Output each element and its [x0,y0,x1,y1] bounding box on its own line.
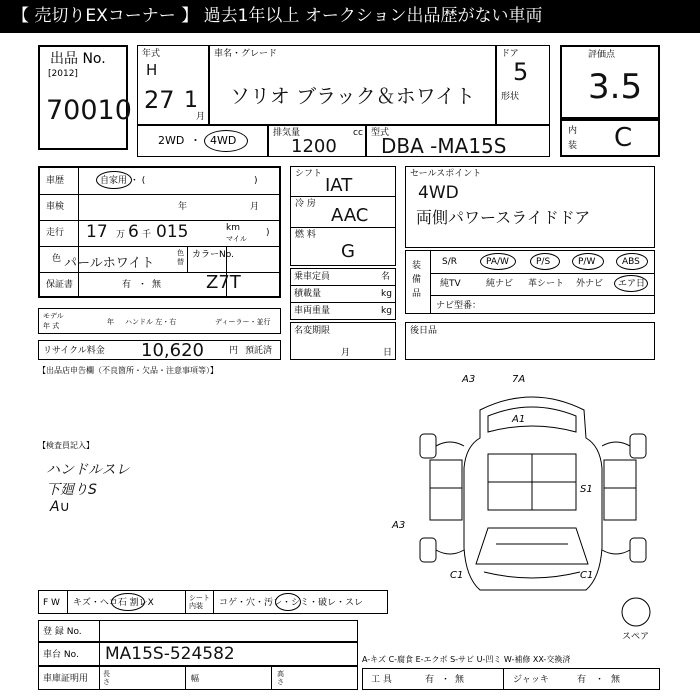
sales-point-label: セールスポイント [410,169,482,179]
details-table [38,166,281,298]
equip-airbag-circle [614,275,648,292]
mileage-sen-unit: 千 [142,230,152,240]
registration-row [38,620,358,642]
fuel-value: G [341,241,355,262]
retrofit-box [405,322,655,360]
inspector-box [38,437,398,582]
mark-s1: S1 [580,484,593,495]
color-code-label: カラーNo. [192,250,234,260]
capacity-label: 乗車定員 [294,272,331,282]
chassis-row [38,642,358,666]
equip-abs: ABS [622,257,640,267]
tools-sep: ・ [441,675,451,685]
lot-year-tag: [2012] [48,69,78,79]
displacement-box [268,125,366,157]
mark-a1: A1 [512,414,526,425]
weight-label: 車両重量 [294,306,331,316]
certificate-c: 高さ [277,670,284,686]
registration-label: 登 録 No. [43,627,82,637]
inspection-month-unit: 月 [250,202,260,212]
damage-key-items: キズ・ヘコ石 割レX [73,598,154,608]
warranty-label: 保証書 [46,280,74,290]
color-label: 色 [52,254,62,264]
displacement-label: 排気量 [273,128,301,138]
mileage-label: 走行 [46,228,65,238]
name-change-box [290,322,396,360]
score-box [560,45,660,119]
capacity-table [290,268,396,320]
inspector-label: 【検査員記入】 [38,441,94,450]
history-close: ) [254,176,258,186]
lot-box [38,45,132,150]
chassis-value: MA15S-524582 [105,644,235,664]
equip-navi-model: ナビ型番： [436,301,482,311]
score-value: 3.5 [588,67,643,107]
equip-airbag: エア日 [618,279,646,289]
displacement-value: 1200 [291,136,337,157]
equip-sr: S/R [442,257,457,267]
certificate-row [38,666,358,690]
model-row-handle: ハンドル 左・右 [125,318,177,326]
certificate-a: 長さ [103,670,110,686]
equip-ps-circle [530,253,560,270]
equipment-label: 装備品 [412,261,422,299]
spec-column [290,166,396,266]
chassis-label: 車台 No. [43,650,79,660]
dealer-notes-label: 【出品店申告欄（不良箇所・欠品・注意事項等）】 [38,366,218,375]
drive-4wd-circle [204,130,248,152]
year-label: 年式 [142,49,161,59]
fuel-label: 燃 料 [295,230,316,240]
model-row-label-bottom: 年 式 [43,322,60,330]
model-row-year-unit: 年 [107,318,114,326]
doors-box [496,45,550,125]
load-label: 積載量 [294,289,322,299]
year-value: 27 [144,86,175,114]
sales-point-line1: 4WD [418,183,459,203]
mileage-rest: 015 [156,222,189,242]
history-label: 車歴 [46,176,65,186]
warranty-sep: ・ [138,280,148,290]
equip-pw: P/W [578,257,596,267]
lot-label: 出品 No. [50,51,106,67]
mark-a3-top: A3 [462,374,476,385]
interior-label-bottom: 装 [568,141,578,151]
doors-shape-label: 形状 [501,92,520,102]
model-code-value: DBA -MA15S [381,134,507,158]
score-label: 評価点 [588,50,616,60]
recycle-note: 預託済 [245,346,273,356]
equip-paw-circle [480,253,516,270]
interior-value: C [614,123,633,153]
mark-c1-right: C1 [580,570,594,581]
displacement-unit: cc [353,128,363,138]
jack-label: ジャッキ [513,675,549,685]
equip-paw: PA/W [486,257,509,267]
sales-point-box [405,166,655,248]
name-change-label: 名変期限 [294,326,331,336]
history-circle [96,171,132,189]
inspector-note-1: ハンドルスレ [46,462,130,478]
mark-a3-left: A3 [392,520,406,531]
jack-sep: ・ [595,675,605,685]
model-code-box [366,125,550,157]
spare-label: スペア [622,632,650,642]
history-options: 自家用 ・ ( [100,176,146,186]
lot-number: 70010 [46,95,132,126]
equip-ext-navi: 外ナビ [576,279,604,289]
mark-7a-top: 7A [512,374,526,385]
tools-label: 工 具 [371,675,392,685]
color-value: パールホワイト [64,256,155,271]
doors-label: ドア [501,49,519,59]
drive-box [137,125,268,157]
model-name-value: ソリオ ブラック＆ホワイト [230,84,476,108]
ac-label: 冷 房 [295,199,316,209]
weight-unit: kg [381,306,392,316]
jack-no: 無 [611,675,621,685]
equip-abs-circle [616,253,648,270]
recycle-value: 10,620 [141,340,204,361]
inspector-note-3: A∪ [50,499,70,515]
mileage-close: ) [266,228,270,238]
recycle-row [38,340,281,360]
mileage-mile: マイル [226,235,247,243]
damage-key-items2: コゲ・穴・汚レ・シミ・破レ・スレ [219,598,364,608]
damage-key-seat: シート内装 [189,594,210,610]
mileage-man-unit: 万 [116,230,126,240]
interior-box [560,119,660,157]
equip-pw-circle [572,253,604,270]
model-row [38,308,281,334]
page-header: 【 売切りEXコーナー 】 過去1年以上 オークション出品歴がない車両 [0,0,700,33]
drive-option-2wd: 2WD [158,134,185,147]
mileage-man: 17 [86,222,108,242]
model-name-box [209,45,496,125]
tools-jack-row [362,668,660,690]
warranty-yes: 有 [122,280,132,290]
model-code-label: 型式 [371,128,390,138]
equip-navi: 純ナビ [486,279,514,289]
damage-key-fw: F W [43,598,60,608]
name-change-day: 日 [383,348,393,358]
retrofit-label: 後日品 [410,326,438,336]
tools-no: 無 [455,675,465,685]
certificate-label: 車庫証明用 [43,674,89,684]
inspector-note-2: 下廻りS [46,482,97,498]
equip-leather: 革シート [528,279,565,289]
drive-option-4wd: 4WD [210,134,237,147]
year-month: 1 [184,88,198,113]
recycle-label: リサイクル料金 [43,346,105,356]
sales-point-line2: 両側パワースライドドア [416,208,591,227]
mileage-sen: 6 [128,222,139,242]
mark-c1-left: C1 [450,570,464,581]
tools-yes: 有 [425,675,435,685]
model-row-dealer: ディーラー・並行 [215,318,271,326]
capacity-unit: 名 [381,272,391,282]
jack-yes: 有 [577,675,587,685]
name-change-month: 月 [341,348,351,358]
doors-value: 5 [513,58,529,86]
inspection-year-unit: 年 [178,202,188,212]
damage-key-stain-circle [275,593,301,611]
equip-ps: P/S [536,257,551,267]
model-row-label-top: モデル [43,312,64,320]
damage-key-stone-circle [111,593,145,611]
year-era: H [146,61,158,79]
ac-value: AAC [331,205,369,226]
year-month-unit: 月 [196,112,206,122]
car-diagram [392,368,670,618]
equip-tv: 純TV [440,279,461,289]
shift-label: シフト [295,169,323,179]
certificate-b: 幅 [191,674,199,683]
interior-label-top: 内 [568,126,578,136]
mileage-km: km [226,223,240,233]
damage-key-row [38,590,388,614]
warranty-no: 無 [152,280,162,290]
equipment-box [405,250,655,314]
color-code: Z7T [206,272,241,293]
recycle-unit: 円 [229,346,239,356]
model-name-label: 車名・グレード [214,49,278,59]
shift-value: IAT [325,175,353,196]
drive-sep: ・ [190,134,201,147]
load-unit: kg [381,289,392,299]
color-change-label: 色替 [177,249,184,266]
legend-text: A-キズ C-腐食 E-エクボ S-サビ U-凹ミ W-補修 XX-交換済 [362,655,571,664]
inspection-label: 車検 [46,202,65,212]
year-box [137,45,209,125]
